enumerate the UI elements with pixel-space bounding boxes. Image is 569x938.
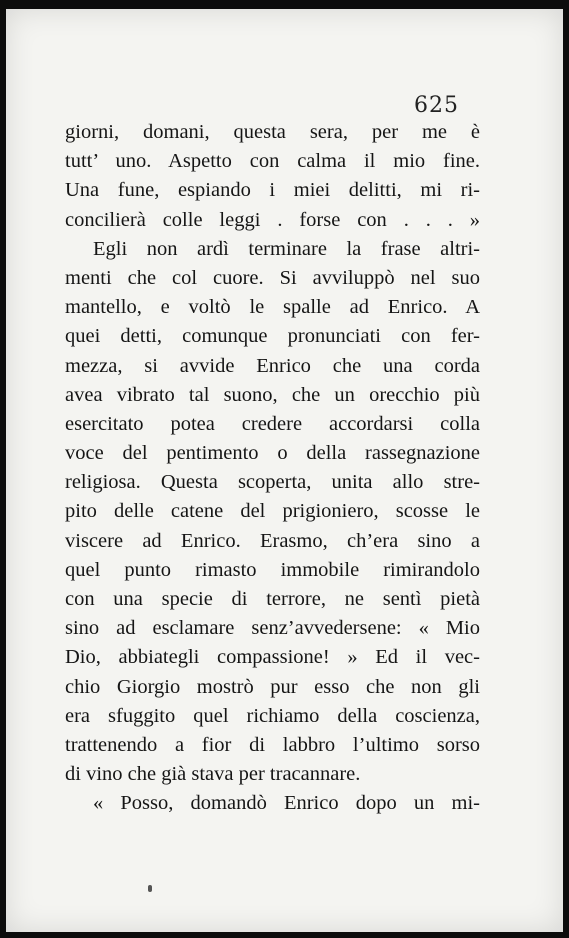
book-page [6,9,563,932]
text-line: esercitato potea credere accordarsi colla [65,412,480,435]
text-line: Una fune, espiando i miei delitti, mi ri- [65,179,480,202]
text-line: sino ad esclamare senz’avvedersene: « Mio [65,617,480,640]
body-text [65,118,480,819]
text-line: chio Giorgio mostrò pur esso che non gli [65,675,480,698]
text-line: con una specie di terrore, ne sentì pietà [65,588,480,610]
text-line: mezza, si avvide Enrico che una corda [65,354,480,377]
text-line: viscere ad Enrico. Erasmo, ch’era sino a [65,529,480,552]
text-line: Dio, abbiategli compassione! » Ed il vec- [65,646,480,669]
text-line: giorni, domani, questa sera, per me è [65,121,480,143]
text-line: concilierà colle leggi . forse con . . . » [65,208,480,231]
text-line: era sfuggito quel richiamo della coscienza, [65,704,480,727]
text-line: avea vibrato tal suono, che un orecchio più [65,383,480,406]
text-line: quei detti, comunque pronunciati con fer- [65,325,480,348]
paragraph-start-line: Egli non ardì terminare la frase altri- [93,237,480,260]
paragraph-start-line: « Posso, domandò Enrico dopo un mi- [93,792,480,815]
text-line: tutt’ uno. Aspetto con calma il mio fine. [65,150,480,173]
ink-speck [148,885,152,892]
text-line: pito delle catene del prigioniero, scosse le [65,500,480,523]
text-line: quel punto rimasto immobile rimirandolo [65,558,480,581]
text-line: religiosa. Questa scoperta, unita allo stre- [65,471,480,494]
text-line: voce del pentimento o della rassegnazione [65,442,480,465]
text-line: mantello, e voltò le spalle ad Enrico. A [65,296,480,319]
text-line: trattenendo a fior di labbro l’ultimo sorso [65,733,480,756]
text-line: menti che col cuore. Si avviluppò nel suo [65,266,480,289]
page-number: 625 [414,93,459,118]
paragraph-end-line: di vino che già stava per tracannare. [65,763,361,786]
